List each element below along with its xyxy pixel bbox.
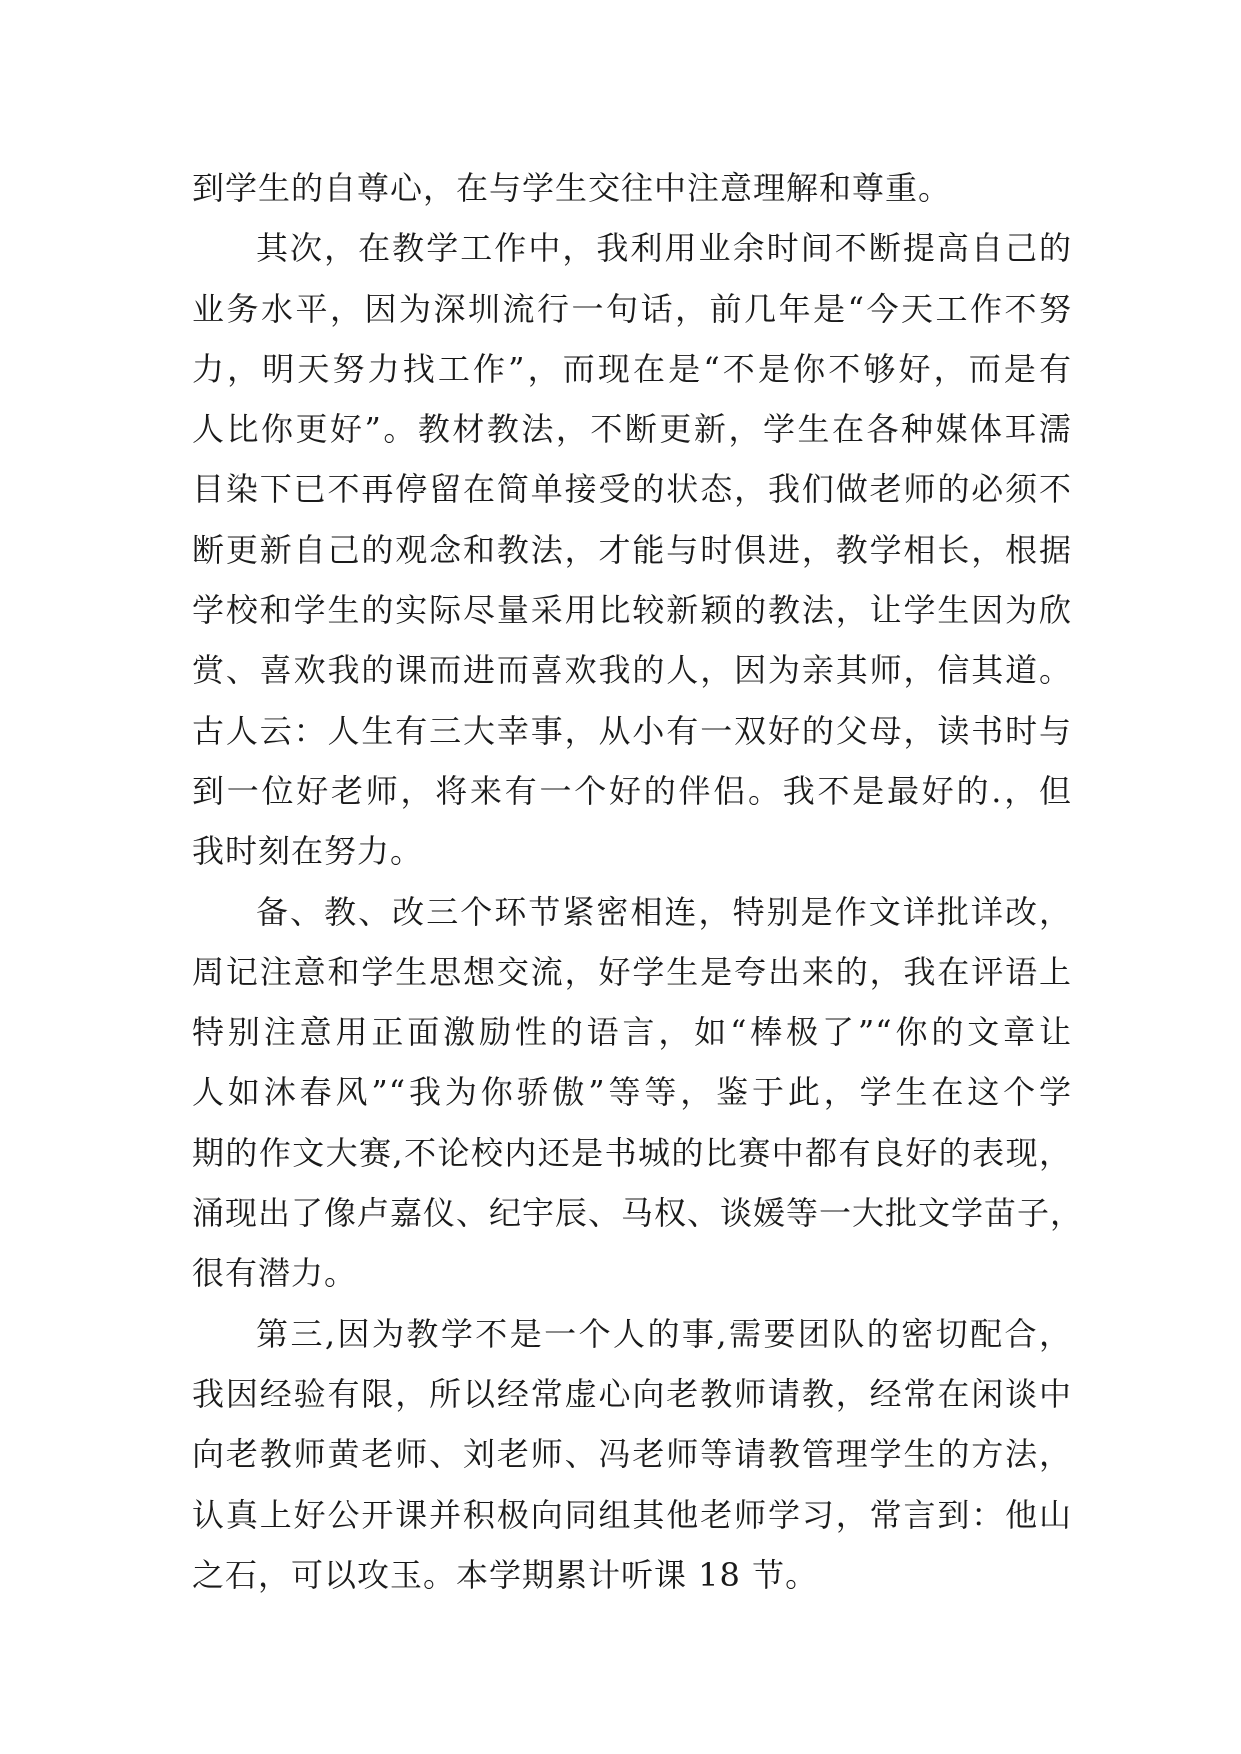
text-line: 学校和学生的实际尽量采用比较新颖的教法，让学生因为欣	[192, 591, 1072, 630]
text-line: 业务水平，因为深圳流行一句话，前几年是“今天工作不努	[192, 289, 1072, 328]
text-line: 向老教师黄老师、刘老师、冯老师等请教管理学生的方法，	[192, 1435, 1072, 1474]
text-line: 认真上好公开课并积极向同组其他老师学习，常言到：他山	[192, 1495, 1072, 1534]
text-line: 其次，在教学工作中，我利用业余时间不断提高自己的	[256, 229, 1072, 268]
text-line: 断更新自己的观念和教法，才能与时俱进，教学相长，根据	[192, 530, 1072, 569]
text-line: 第三,因为教学不是一个人的事,需要团队的密切配合，	[256, 1314, 1072, 1353]
text-line: 到学生的自尊心，在与学生交往中注意理解和尊重。	[192, 169, 952, 207]
text-line: 我因经验有限，所以经常虚心向老教师请教，经常在闲谈中	[192, 1374, 1072, 1413]
text-line: 备、教、改三个环节紧密相连，特别是作文详批详改，	[256, 892, 1072, 931]
text-line: 涌现出了像卢嘉仪、纪宇辰、马权、谈媛等一大批文学苗子，	[192, 1194, 1084, 1233]
text-line: 到一位好老师，将来有一个好的伴侣。我不是最好的.，但	[192, 771, 1072, 810]
text-line: 我时刻在努力。	[192, 832, 424, 871]
text-line: 之石，可以攻玉。本学期累计听课 18 节。	[192, 1555, 819, 1594]
text-line: 周记注意和学生思想交流，好学生是夸出来的，我在评语上	[192, 952, 1072, 991]
body-text	[192, 158, 1084, 1605]
text-line: 目染下已不再停留在简单接受的状态，我们做老师的必须不	[192, 470, 1072, 509]
text-line: 古人云：人生有三大幸事，从小有一双好的父母，读书时与	[192, 711, 1072, 750]
text-line: 人比你更好”。教材教法，不断更新，学生在各种媒体耳濡	[192, 410, 1072, 449]
text-line: 人如沐春风”“我为你骄傲”等等，鉴于此，学生在这个学	[192, 1073, 1072, 1112]
text-line: 很有潜力。	[192, 1254, 358, 1293]
text-line: 期的作文大赛,不论校内还是书城的比赛中都有良好的表现，	[192, 1133, 1072, 1172]
text-line: 力，明天努力找工作”，而现在是“不是你不够好，而是有	[192, 349, 1072, 388]
text-line: 特别注意用正面激励性的语言，如“棒极了”“你的文章让	[192, 1013, 1072, 1052]
text-line: 赏、喜欢我的课而进而喜欢我的人，因为亲其师，信其道。	[192, 651, 1072, 690]
